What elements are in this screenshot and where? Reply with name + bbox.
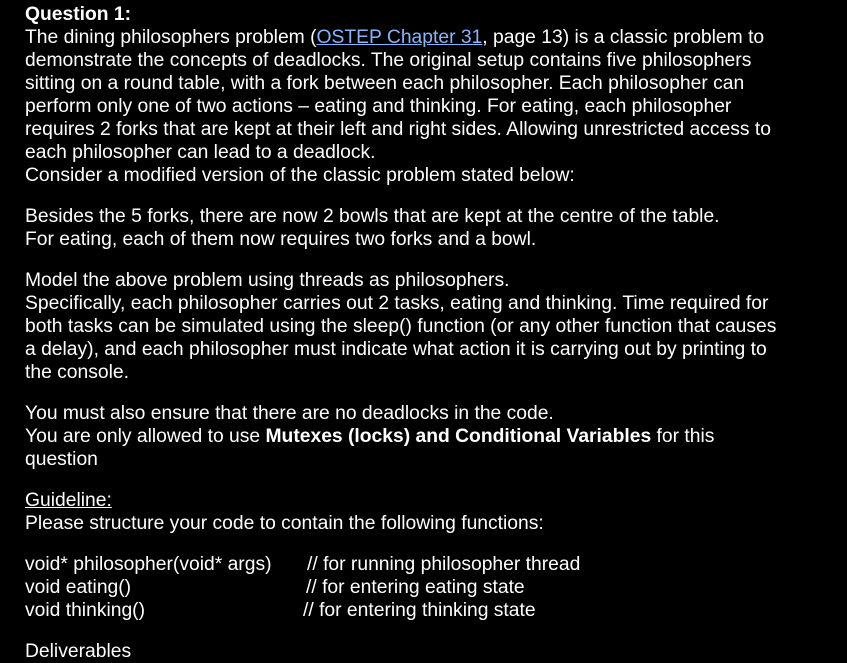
model-line-2: Specifically, each philosopher carries out 2 tasks, eating and thinking. Time required for [25,293,769,314]
modified-problem [25,205,835,251]
ostep-chapter-link[interactable]: OSTEP Chapter 31 [316,27,483,48]
spacer [25,251,835,269]
spacer [25,471,835,489]
description-line-1 [25,26,835,49]
function-row [25,576,835,599]
guideline-intro: Please structure your code to contain the following functions: [25,513,544,534]
guideline-section [25,489,835,535]
function-row [25,553,835,576]
function-row [25,599,835,622]
model-line-3: both tasks can be simulated using the sleep() function (or any other function that causes [25,316,777,337]
deliverables-heading: Deliverables [25,641,132,662]
model-line-4: a delay), and each philosopher must indicate what action it is carrying out by printing to [25,339,767,360]
question-document [25,3,835,663]
spacer [25,622,835,640]
description-line-5: requires 2 forks that are kept at their left and right sides. Allowing unrestricted access to [25,119,771,140]
description-line-3: sitting on a round table, with a fork between each philosopher. Each philosopher can [25,73,745,94]
description-line-4: perform only one of two actions – eating and thinking. For eating, each philosopher [25,96,732,117]
spacer [25,187,835,205]
description-line-2: demonstrate the concepts of deadlocks. The original setup contains five philosophers [25,50,752,71]
function-comment: // for running philosopher thread [307,554,581,575]
model-line-1: Model the above problem using threads as philosophers. [25,270,510,291]
problem-description [25,26,835,187]
constraint-text: for this [651,426,715,447]
function-signature: void* philosopher(void* args) [25,554,272,575]
model-instructions [25,269,835,384]
constraint-line-3: question [25,449,98,470]
spacer [25,384,835,402]
constraint-text: You are only allowed to use [25,426,266,447]
model-line-5: the console. [25,362,129,383]
function-comment: // for entering thinking state [303,600,536,621]
function-comment: // for entering eating state [306,577,525,598]
description-line-7: Consider a modified version of the classic problem stated below: [25,165,575,186]
modified-line-2: For eating, each of them now requires two forks and a bowl. [25,229,537,250]
function-list [25,553,835,622]
allowed-primitives: Mutexes (locks) and Conditional Variables [265,426,652,447]
modified-line-1: Besides the 5 forks, there are now 2 bowls that are kept at the centre of the table. [25,206,720,227]
constraint-line-2 [25,425,835,448]
description-line-6: each philosopher can lead to a deadlock. [25,142,376,163]
description-text: The dining philosophers problem ( [25,27,317,48]
guideline-heading: Guideline: [25,490,112,511]
spacer [25,535,835,553]
function-signature: void eating() [25,577,132,598]
description-text: , page 13) is a classic problem to [482,27,765,48]
function-signature: void thinking() [25,600,146,621]
question-title: Question 1: [25,4,132,25]
constraints [25,402,835,471]
constraint-line-1: You must also ensure that there are no deadlocks in the code. [25,403,554,424]
